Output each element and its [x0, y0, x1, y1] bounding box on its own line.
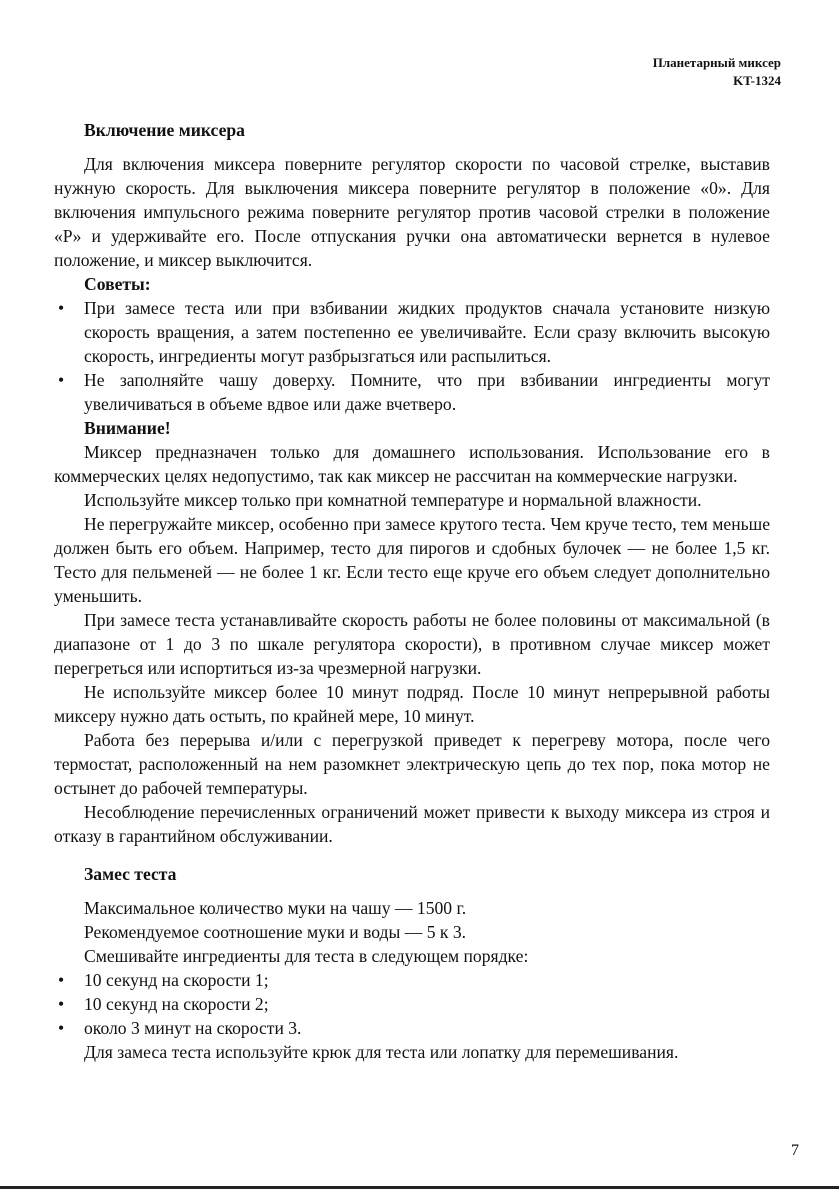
tips-list	[54, 296, 770, 416]
list-item	[54, 992, 770, 1016]
bullet-icon: •	[58, 970, 65, 990]
paragraph-attention: Не используйте миксер более 10 минут подряд. После 10 минут непрерывной работы миксеру нужно дать остыть, по крайней мере, 10 минут.	[54, 682, 770, 726]
paragraph-attention: Миксер предназначен только для домашнего использования. Использование его в коммерческих целях недопустимо, так как миксер не рассчитан на коммерческие нагрузки.	[54, 442, 770, 486]
bullet-icon: •	[58, 994, 65, 1014]
paragraph-attention: Используйте миксер только при комнатной температуре и нормальной влажности.	[84, 490, 702, 510]
paragraph-attention: Работа без перерыва и/или с перегрузкой приведет к перегреву мотора, после чего термостат, расположенный на нем разомкнет электрическую цепь до тех пор, пока мотор не остынет до рабочей температуры.	[54, 730, 770, 798]
paragraph-dough-closing: Для замеса теста используйте крюк для теста или лопатку для перемешивания.	[84, 1042, 679, 1062]
step-text: 10 секунд на скорости 2;	[84, 994, 269, 1014]
section-title-turn-on: Включение миксера	[84, 120, 245, 140]
paragraph-dough: Рекомендуемое соотношение муки и воды — 5 к 3.	[84, 922, 467, 942]
document-body	[54, 118, 770, 1064]
section-title-dough: Замес теста	[84, 864, 177, 884]
tip-text: При замесе теста или при взбивании жидких продуктов сначала установите низкую скорость вращения, а затем постепенно ее увеличивайте. Если сразу включить высокую скорость, ингредиенты могут разбрызгаться или распылиться.	[84, 298, 770, 366]
paragraph-dough: Максимальное количество муки на чашу — 1500 г.	[84, 898, 467, 918]
header-model-number: KT-1324	[733, 73, 781, 88]
step-text: около 3 минут на скорости 3.	[84, 1018, 302, 1038]
paragraph-turn-on: Для включения миксера поверните регулятор скорости по часовой стрелке, выставив нужную скорость. Для выключения миксера поверните регулятор в положение «0». Для включения импульсного режима поверните регулятор против часовой стрелки в положение «P» и удерживайте его. После отпускания ручки она автоматически вернется в нулевое положение, и миксер выключится.	[54, 154, 770, 270]
header-product-name: Планетарный миксер	[652, 55, 781, 70]
bullet-icon: •	[58, 1018, 65, 1038]
bullet-icon: •	[58, 298, 65, 318]
paragraph-attention: При замесе теста устанавливайте скорость работы не более половины от максимальной (в диапазоне от 1 до 3 по шкале регулятора скорости), в противном случае миксер может перегреться или испортиться из-за чрезмерной нагрузки.	[54, 610, 770, 678]
page-header	[653, 54, 781, 90]
bullet-icon: •	[58, 370, 65, 390]
paragraph-dough: Смешивайте ингредиенты для теста в следующем порядке:	[84, 946, 529, 966]
list-item	[54, 296, 770, 368]
page-number: 7	[791, 1142, 799, 1159]
section-title-tips: Советы:	[84, 274, 151, 294]
list-item	[54, 1016, 770, 1040]
dough-steps-list	[54, 968, 770, 1040]
section-title-attention: Внимание!	[84, 418, 171, 438]
tip-text: Не заполняйте чашу доверху. Помните, что при взбивании ингредиенты могут увеличиваться в объеме вдвое или даже вчетверо.	[84, 370, 770, 414]
paragraph-attention: Несоблюдение перечисленных ограничений может привести к выходу миксера из строя и отказу в гарантийном обслуживании.	[54, 802, 770, 846]
list-item	[54, 968, 770, 992]
step-text: 10 секунд на скорости 1;	[84, 970, 269, 990]
paragraph-attention: Не перегружайте миксер, особенно при замесе крутого теста. Чем круче тесто, тем меньше должен быть его объем. Например, тесто для пирогов и сдобных булочек — не более 1,5 кг. Тесто для пельменей — не более 1 кг. Если тесто еще круче его объем следует дополнительно уменьшить.	[54, 514, 770, 606]
list-item	[54, 368, 770, 416]
